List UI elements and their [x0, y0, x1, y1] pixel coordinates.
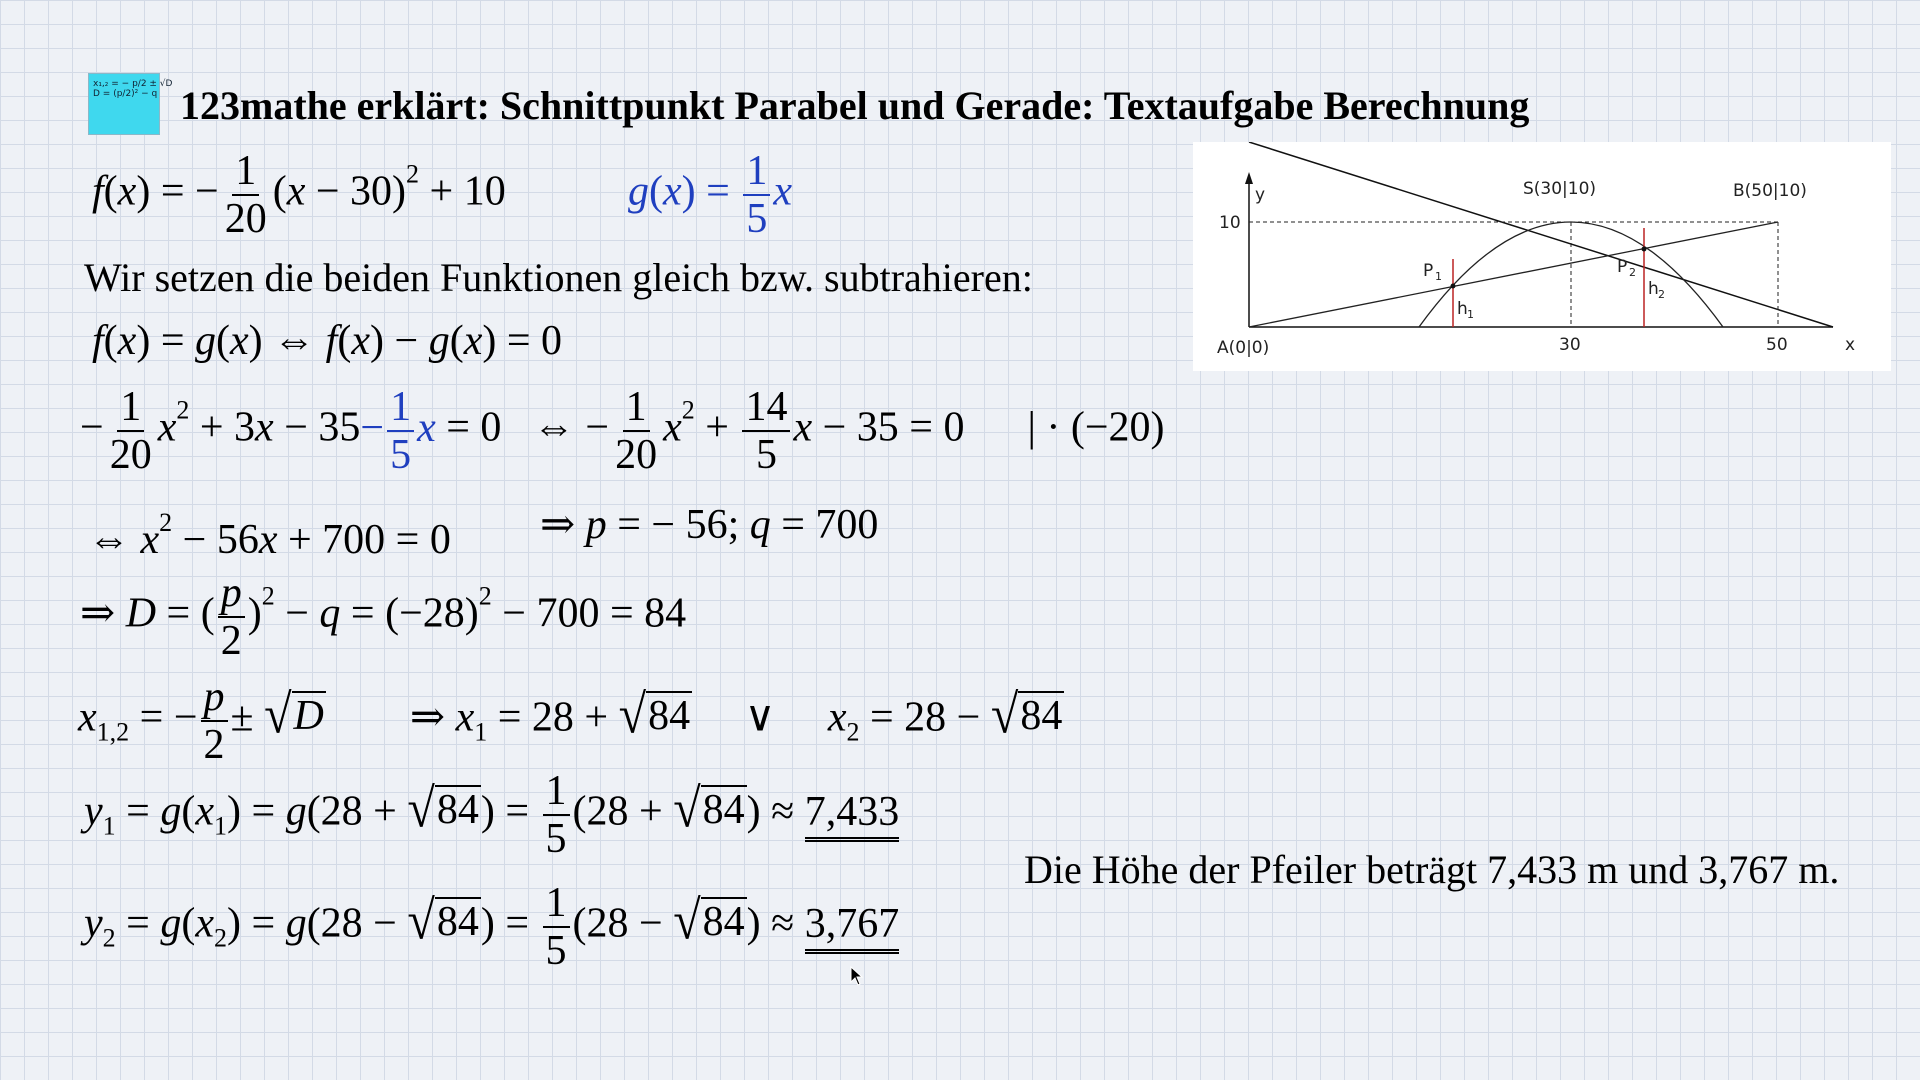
point-p2 [1642, 247, 1647, 252]
intro-text: Wir setzen die beiden Funktionen gleich bzw. subtrahieren: [84, 255, 1033, 300]
label-P2: P [1617, 257, 1628, 277]
logo-formula: x₁,₂ = − p/2 ± √D D = (p/2)² − q [93, 79, 173, 99]
label-h2: h [1648, 279, 1659, 299]
y-axis-arrow-icon [1245, 172, 1253, 184]
g-definition: g(x) = $\frac{1}{5}$ x [628, 148, 792, 242]
label-S: S(30|10) [1523, 179, 1597, 199]
page-title: 123mathe erklärt: Schnittpunkt Parabel und Gerade: Textaufgabe Berechnung [180, 83, 1530, 128]
equation-solutions: $x_{1,2}$ = − $\frac{p}{2}$ ± √ D ⇒ $x_1 = 28$ + √ 84 ∨ $x_2 = 28$ − √ 84 [78, 674, 1063, 768]
f-definition: f(x) = − $\frac{1}{20}$ $(x - 30)^2 + 10$ [92, 148, 506, 242]
x-axis [1249, 142, 1833, 327]
label-P1: P [1423, 261, 1434, 281]
label-10: 10 [1219, 213, 1241, 233]
label-h1: h [1457, 299, 1468, 319]
label-B: B(50|10) [1733, 181, 1807, 201]
mouse-cursor-icon [850, 966, 864, 991]
point-p1 [1451, 284, 1456, 289]
equation-subtract: − $\frac{1}{20}$ $x^2 + 3x - 35-$ $\frac{1}{5}$ x = 0 ⇔ − $\frac{1}{20}$ $x^2$ + $\frac{14}{5}$ x − 35 = 0 | · (−20) [80, 384, 1165, 478]
equation-y1: $y_1 = g(x_1) = g(28$ + √ 84 ) = $\frac{1}{5}$ (28 + √ 84 ) ≈ 7,433 [84, 768, 900, 862]
result-y2: 3,767 [805, 901, 900, 954]
equation-p-q: ⇒ p = − 56; q = 700 [540, 502, 879, 548]
logo-icon [88, 73, 173, 135]
label-P2-sub: 2 [1629, 266, 1636, 279]
conclusion-text: Die Höhe der Pfeiler beträgt 7,433 m und 3,767 m. [1024, 847, 1840, 892]
equation-discriminant: ⇒ D = ( $\frac{p}{2}$ )$^2 - q = (-28)^2 - 700 = 84$ [80, 570, 687, 664]
equation-set-equal: f(x) = g(x) ⇔ f(x) − g(x) = 0 [92, 318, 563, 364]
result-y1: 7,433 [805, 789, 900, 842]
label-h2-sub: 2 [1658, 288, 1665, 301]
label-x: x [1845, 335, 1856, 355]
label-y: y [1255, 185, 1266, 205]
label-h1-sub: 1 [1467, 308, 1474, 321]
equation-y2: $y_2 = g(x_2) = g(28$ − √ 84 ) = $\frac{1}{5}$ (28 − √ 84 ) ≈ 3,767 [84, 880, 900, 974]
label-30: 30 [1559, 335, 1581, 355]
label-P1-sub: 1 [1435, 270, 1442, 283]
equation-normal-form: ⇔ $x^2 - 56x + 700 = 0$ [88, 508, 451, 563]
label-50: 50 [1766, 335, 1788, 355]
parabola-graph [1193, 142, 1891, 371]
label-A: A(0|0) [1217, 338, 1270, 358]
